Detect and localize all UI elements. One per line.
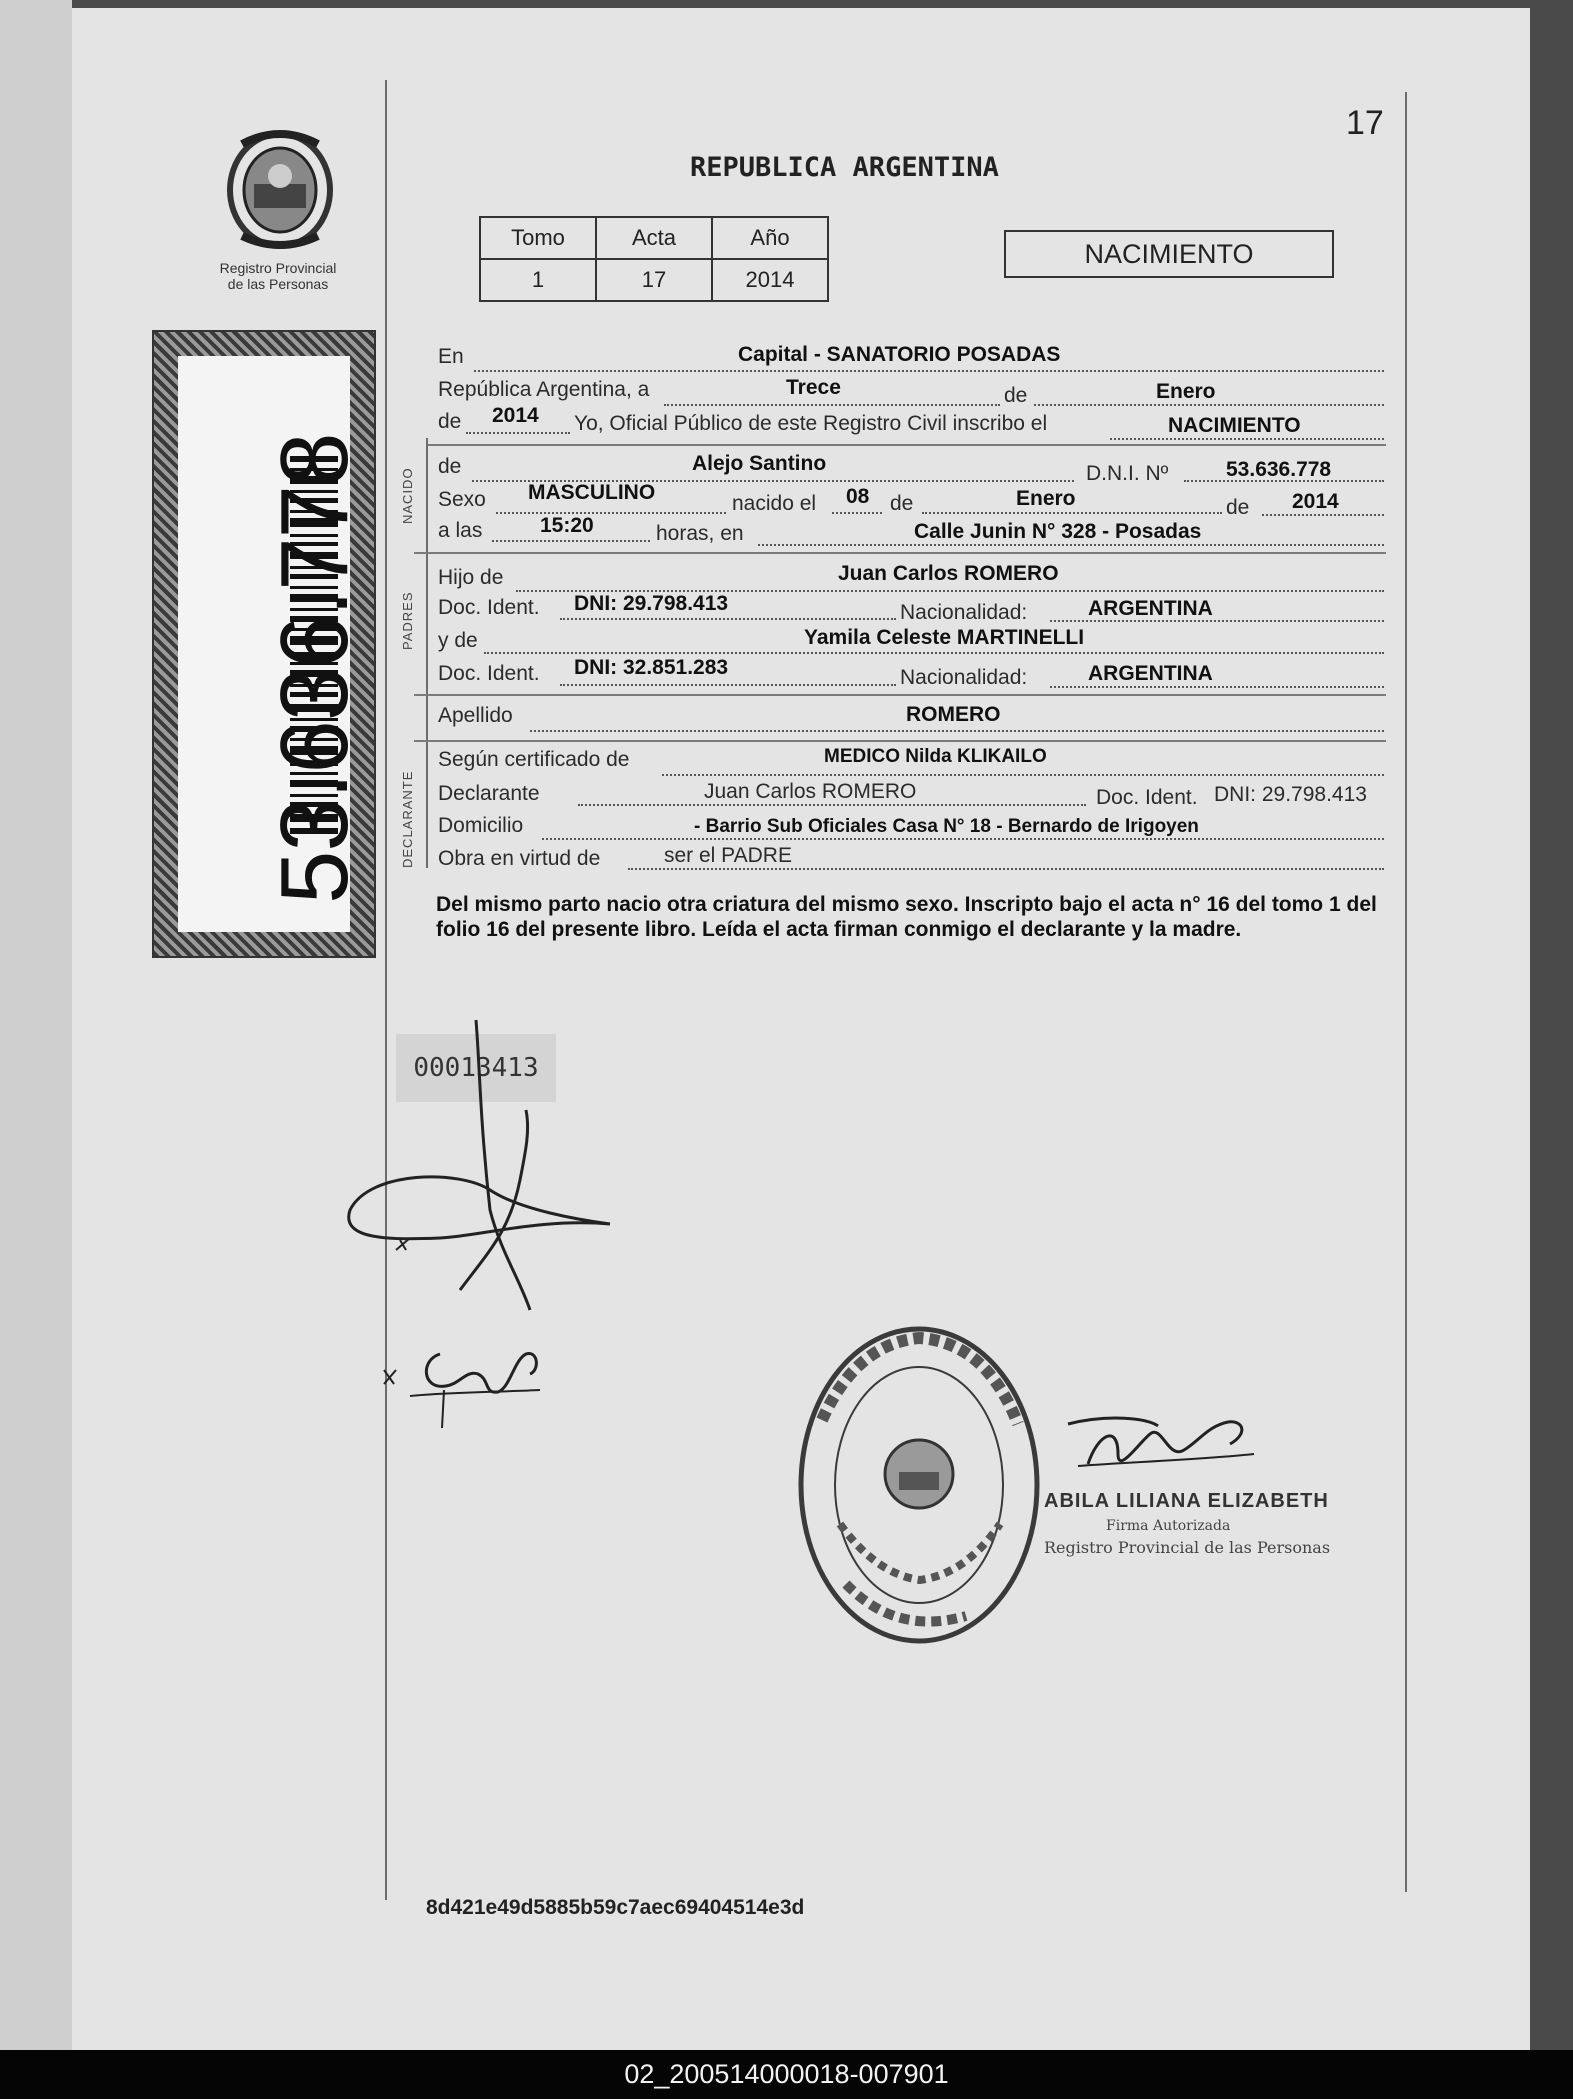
scan-margin	[0, 0, 72, 2050]
right-divider	[1405, 92, 1407, 1892]
madre-doc-label: Doc. Ident.	[438, 662, 540, 685]
madre-dots	[484, 652, 1384, 654]
official-name: ABILA LILIANA ELIZABETH	[1044, 1490, 1329, 1512]
en-dots	[474, 370, 1384, 372]
domicilio-dots	[542, 838, 1384, 840]
dni-vertical-number: 53.636.778	[261, 433, 368, 904]
rule-nacido-top	[428, 444, 1386, 446]
nombre-label: de	[438, 455, 462, 478]
document-hash: 8d421e49d5885b59c7aec69404514e3d	[426, 1896, 805, 1919]
scan-footer-id: 02_200514000018-007901	[0, 2050, 1573, 2099]
observations-text: Del mismo parto nacio otra criatura del mismo sexo. Inscripto bajo el acta n° 16 del tomo 1 del folio 16 del presente libro. Leída el acta firman conmigo el declarante y la madre.	[436, 893, 1377, 941]
en-value: Capital - SANATORIO POSADAS	[738, 343, 1061, 366]
republica-label: República Argentina, a	[438, 378, 650, 401]
side-label-padres: PADRES	[400, 591, 415, 650]
de-anio-label: de	[438, 410, 462, 433]
birth-certificate-page	[72, 8, 1530, 2050]
hora-value: 15:20	[540, 514, 594, 537]
lugar-value: Calle Junin N° 328 - Posadas	[914, 520, 1202, 543]
decl-doc-value: DNI: 29.798.413	[1214, 783, 1367, 806]
mes-value: Enero	[1156, 380, 1216, 403]
madre-nac-value: ARGENTINA	[1088, 662, 1213, 685]
madre-nac-dots	[1050, 686, 1384, 688]
horas-label: horas, en	[656, 522, 744, 545]
rule-apellido-top	[414, 694, 1386, 696]
hijo-label: Hijo de	[438, 566, 504, 589]
rule-padres-top	[414, 552, 1386, 554]
nac-anio-value: 2014	[1292, 490, 1339, 513]
declarante-dots	[578, 804, 1086, 806]
certificado-label: Según certificado de	[438, 748, 630, 771]
official-signature	[1058, 1404, 1258, 1484]
side-label-nacido: NACIDO	[400, 467, 415, 524]
padre-doc-label: Doc. Ident.	[438, 596, 540, 619]
alas-label: a las	[438, 519, 483, 542]
domicilio-label: Domicilio	[438, 814, 524, 837]
value-acta: 17	[596, 259, 712, 301]
certificado-value: MEDICO Nilda KLIKAILO	[824, 746, 1047, 767]
nac-anio-label: de	[1226, 496, 1250, 519]
inscribo-value: NACIMIENTO	[1168, 414, 1301, 437]
value-anio: 2014	[712, 259, 828, 301]
nac-anio-dots	[1262, 514, 1384, 516]
declarante-value: Juan Carlos ROMERO	[704, 780, 917, 803]
padre-value: Juan Carlos ROMERO	[838, 562, 1059, 585]
madre-value: Yamila Celeste MARTINELLI	[804, 626, 1085, 649]
domicilio-value: - Barrio Sub Oficiales Casa N° 18 - Bernardo de Irigoyen	[694, 816, 1199, 837]
header-tomo: Tomo	[480, 217, 596, 259]
sexo-label: Sexo	[438, 488, 486, 511]
padre-nac-value: ARGENTINA	[1088, 597, 1213, 620]
header-anio: Año	[712, 217, 828, 259]
madre-doc-value: DNI: 32.851.283	[574, 656, 729, 679]
yde-label: y de	[438, 629, 478, 652]
madre-nac-label: Nacionalidad:	[900, 666, 1028, 689]
mother-signature	[380, 1340, 560, 1430]
nac-de-label: de	[890, 492, 914, 515]
obra-value: ser el PADRE	[664, 844, 792, 867]
registry-label-line2: de las Personas	[227, 276, 329, 292]
dni-strip-inner	[178, 356, 368, 932]
section-bar	[426, 438, 428, 868]
page-number: 17	[1346, 104, 1384, 142]
rule-declarante-top	[414, 740, 1386, 742]
declarant-signature	[340, 1010, 620, 1330]
official-organization: Registro Provincial de las Personas	[1044, 1538, 1331, 1557]
dni-barcode-strip	[152, 330, 376, 958]
nacido-label: nacido el	[732, 492, 817, 515]
left-divider	[385, 80, 387, 1900]
declarante-label: Declarante	[438, 782, 540, 805]
lugar-dots	[758, 544, 1384, 546]
decl-doc-label: Doc. Ident.	[1096, 786, 1198, 809]
padre-nac-label: Nacionalidad:	[900, 601, 1028, 624]
control-number-stamp: 00013413	[396, 1034, 556, 1102]
yo-text: Yo, Oficial Público de este Registro Civil inscribo el	[574, 412, 1048, 435]
registry-label	[208, 260, 348, 292]
padre-doc-value: DNI: 29.798.413	[574, 592, 729, 615]
nac-dia-value: 08	[846, 485, 870, 508]
value-tomo: 1	[480, 259, 596, 301]
inscribo-dots	[1110, 438, 1384, 440]
sexo-dots	[496, 512, 726, 514]
nac-dia-dots	[832, 512, 882, 514]
madre-doc-dots	[560, 684, 896, 686]
obra-label: Obra en virtud de	[438, 847, 601, 870]
obra-dots	[628, 868, 1384, 870]
de-label: de	[1004, 384, 1028, 407]
sexo-value: MASCULINO	[528, 481, 656, 504]
mes-dots	[1034, 404, 1384, 406]
registry-label-line1: Registro Provincial	[219, 260, 337, 276]
side-label-declarante: DECLARANTE	[400, 770, 415, 868]
nac-mes-value: Enero	[1016, 487, 1076, 510]
page-title: REPUBLICA ARGENTINA	[690, 152, 999, 183]
province-emblem-icon	[222, 124, 338, 254]
hora-dots	[492, 540, 650, 542]
dni-value: 53.636.778	[1226, 458, 1332, 481]
header-acta: Acta	[596, 217, 712, 259]
apellido-dots	[530, 730, 1384, 732]
record-type-box: NACIMIENTO	[1004, 230, 1334, 278]
record-table	[479, 216, 829, 302]
en-label: En	[438, 345, 464, 368]
republica-dots	[664, 404, 1000, 406]
anio-dots	[466, 432, 570, 434]
dia-value: Trece	[786, 376, 841, 399]
apellido-value: ROMERO	[906, 703, 1001, 726]
apellido-label: Apellido	[438, 704, 513, 727]
anio-value: 2014	[492, 404, 539, 427]
certificado-dots	[662, 774, 1384, 776]
dni-label: D.N.I. Nº	[1086, 462, 1169, 485]
official-role: Firma Autorizada	[1106, 1518, 1231, 1534]
nac-mes-dots	[922, 512, 1222, 514]
official-seal	[796, 1324, 1042, 1646]
padre-doc-dots	[560, 618, 896, 620]
nombre-value: Alejo Santino	[692, 452, 827, 475]
